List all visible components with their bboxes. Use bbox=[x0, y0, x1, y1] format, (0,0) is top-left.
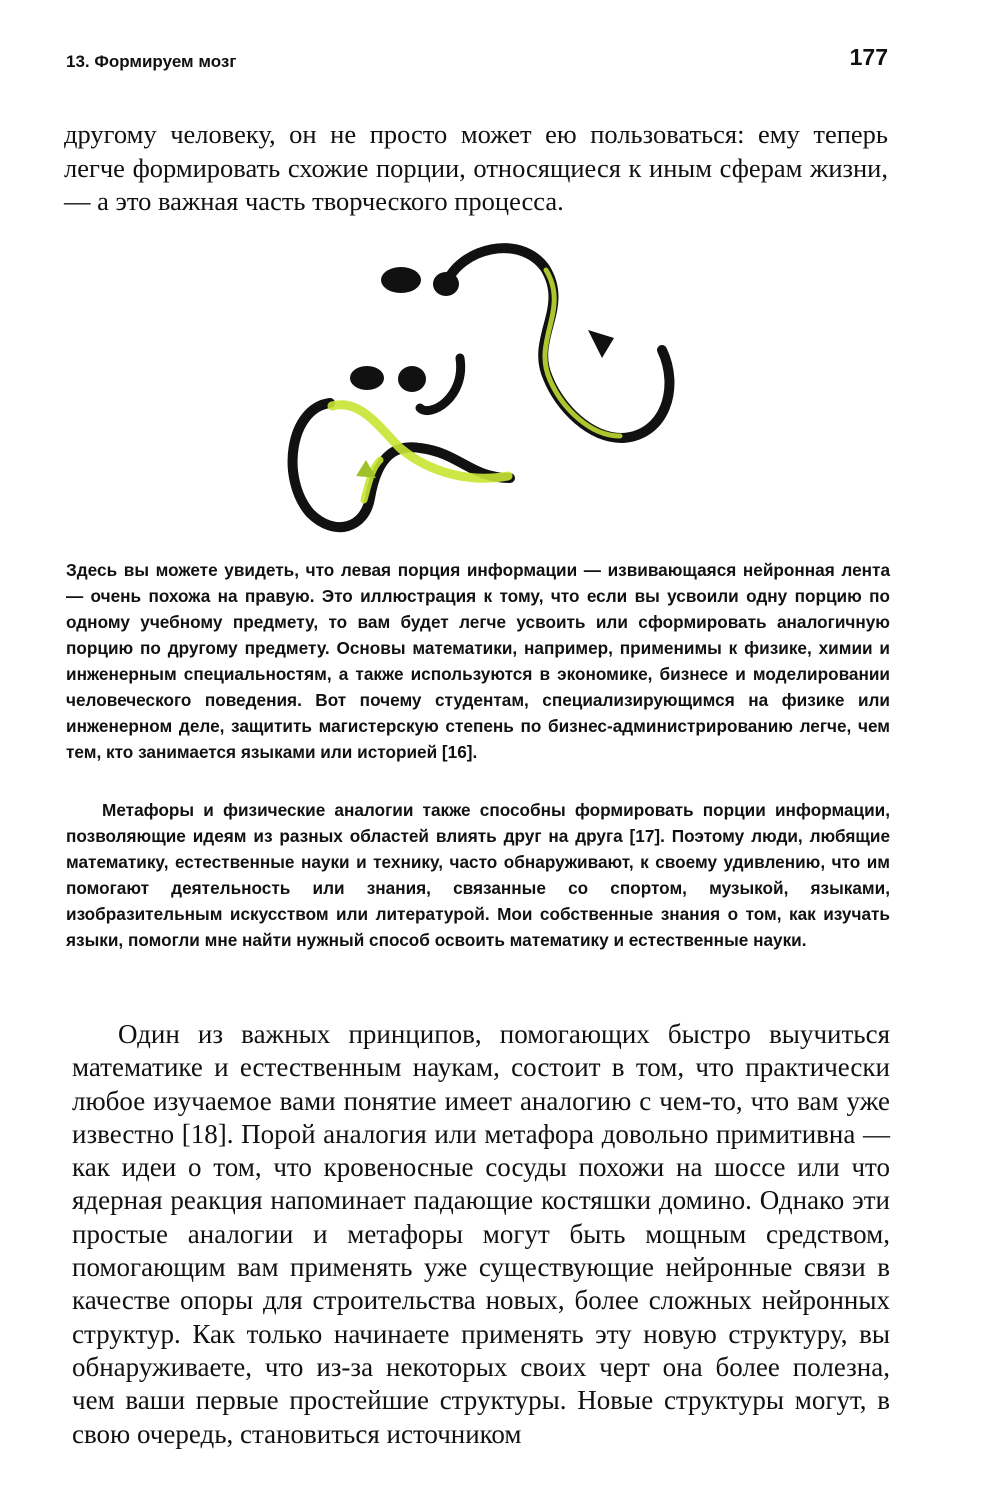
paragraph-top: другому человеку, он не просто может ею пользоваться: ему теперь легче формировать схожие порции, относящиеся к иным сферам жизни, — а это важная часть творческого процесса. bbox=[64, 119, 888, 216]
main-paragraph: Один из важных принципов, помогающих быстро выучиться математике и естественным наукам, состоит в том, что практически любое изучаемое вами понятие имеет аналогию с чем-то, что вам уже известно [18]. Порой аналогия или метафора довольно примитивна — как идеи о том, что кровеносные сосуды похожи на шоссе или что ядерная реакция напоминает падающие костяшки домино. Однако эти простые аналогии и метафоры могут быть мощным средством, помогающим вам применять уже существующие нейронные связи в качестве опоры для строительства новых, более сложных нейронных структур. Как только начинаете применять эту новую структуру, вы обнаруживаете, что из-за некоторых своих черт она более полезна, чем ваши первые простейшие структуры. Новые структуры могут, в свою очередь, становиться источником bbox=[72, 1019, 890, 1449]
ribbon-left-highlight bbox=[332, 405, 508, 479]
ribbon-left-loop bbox=[293, 403, 510, 527]
running-head: 13. Формируем мозг bbox=[66, 52, 237, 71]
page-number: 177 bbox=[849, 44, 888, 70]
dot-middle bbox=[398, 366, 426, 392]
figure-caption: Здесь вы можете увидеть, что левая порция информации — извивающаяся нейронная лента — очень похожа на правую. Это иллюстрация к тому, что если вы усвоили одну порцию по одному учебному предмету, то вам будет легче усвоить или сформировать аналогичную порцию по другому предмету. Основы математики, например, применимы к физике, химии и инженерным специальностям, а также используются в экономике, бизнесе и моделировании человеческого поведения. Вот почему студентам, специализирующимся на физике или инженерном деле, защитить магистерскую степень по бизнес-администрированию легче, чем тем, кто занимается языками или историей [16]. bbox=[66, 560, 890, 762]
neural-ribbon-illustration bbox=[270, 238, 690, 550]
dot-middle-left bbox=[350, 366, 384, 390]
ribbon-right-highlight bbox=[545, 270, 620, 436]
arrow-right-icon bbox=[588, 330, 614, 358]
page-header bbox=[66, 44, 888, 80]
sidebar-paragraph: Метафоры и физические аналогии также способны формировать порции информации, позволяющие идеям из разных областей влиять друг на друга [17]. Поэтому люди, любящие математику, естественные науки и технику, часто обнаруживают, к своему удивлению, что им помогают деятельность или знания, связанные со спортом, музыкой, языками, изобразительным искусством или литературой. Мои собственные знания о том, как изучать языки, помогли мне найти нужный способ освоить математику и естественные науки. bbox=[66, 800, 890, 950]
ribbon-right-hook bbox=[446, 248, 669, 438]
dot-top-left bbox=[381, 267, 421, 293]
ribbon-center bbox=[420, 358, 461, 411]
neural-ribbon-figure bbox=[270, 238, 690, 550]
